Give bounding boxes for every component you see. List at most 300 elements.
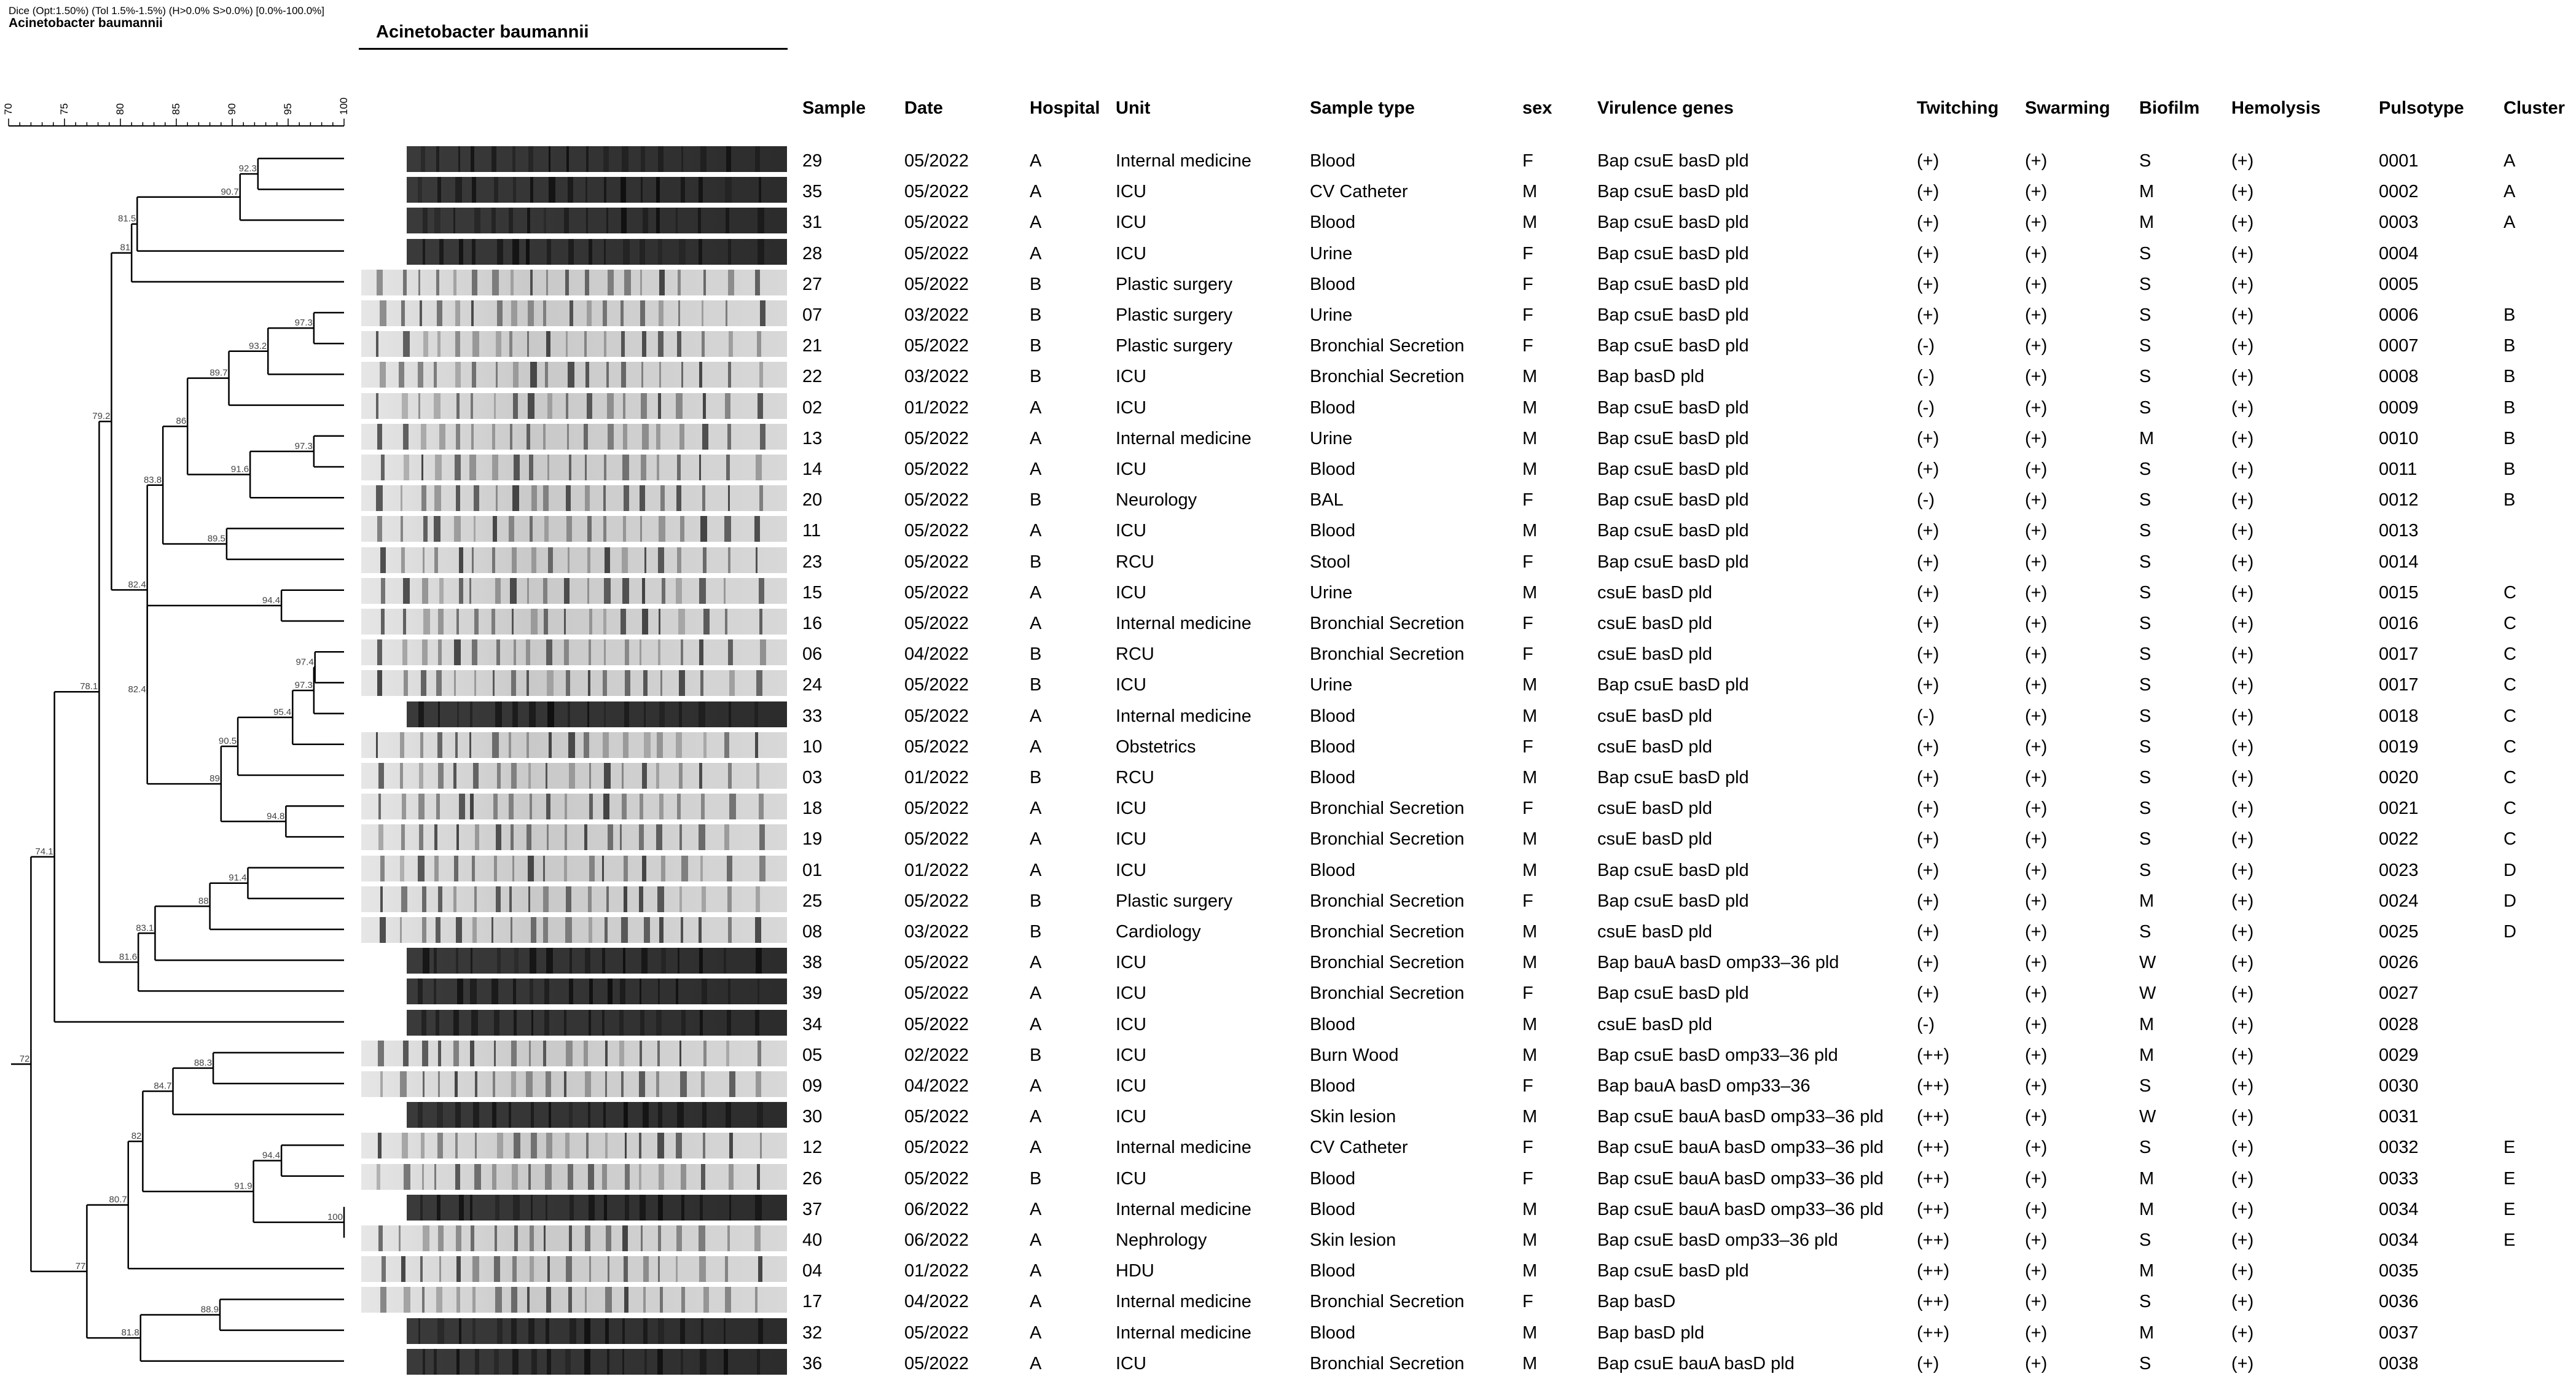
- column-header: Twitching: [1917, 98, 1999, 118]
- table-cell: 0025: [2379, 922, 2419, 942]
- table-cell: A: [1030, 428, 1042, 448]
- table-cell: 0029: [2379, 1045, 2419, 1065]
- table-cell: 05/2022: [904, 521, 969, 541]
- node-similarity-label: 91.9: [234, 1181, 253, 1192]
- table-cell: (++): [1917, 1261, 1950, 1281]
- table-cell: 03: [802, 768, 823, 787]
- table-cell: (-): [1917, 706, 1935, 726]
- table-row: [0, 269, 2576, 300]
- table-row: [0, 1318, 2576, 1348]
- table-row: [0, 978, 2576, 1009]
- table-cell: Plastic surgery: [1116, 891, 1233, 911]
- table-cell: (+): [1917, 552, 1940, 572]
- table-cell: A: [1030, 1107, 1042, 1127]
- table-cell: Bap csuE basD pld: [1597, 552, 1749, 572]
- table-cell: 0037: [2379, 1322, 2419, 1343]
- table-cell: Bap csuE basD pld: [1597, 521, 1749, 541]
- table-cell: C: [2504, 706, 2516, 726]
- table-cell: 05/2022: [904, 552, 969, 572]
- analysis-settings-note: Dice (Opt:1.50%) (Tol 1.5%-1.5%) (H>0.0% S>0.0%) [0.0%-100.0%]: [9, 5, 325, 17]
- table-cell: 19: [802, 829, 823, 850]
- table-cell: Burn Wood: [1310, 1045, 1399, 1065]
- column-header: Date: [904, 98, 943, 118]
- table-cell: (+): [2025, 1261, 2048, 1281]
- table-cell: A: [1030, 182, 1042, 202]
- table-cell: 03/2022: [904, 305, 969, 325]
- table-cell: Blood: [1310, 397, 1356, 418]
- table-cell: (+): [1917, 614, 1940, 633]
- table-cell: (+): [2025, 213, 2048, 233]
- table-cell: Cardiology: [1116, 922, 1201, 942]
- node-similarity-label: 89.5: [207, 533, 225, 544]
- table-cell: M: [2139, 182, 2155, 202]
- table-cell: C: [2504, 799, 2516, 819]
- table-cell: csuE basD pld: [1597, 644, 1712, 665]
- node-similarity-label: 72: [19, 1053, 30, 1065]
- node-similarity-label: 81.6: [119, 951, 138, 963]
- table-cell: Bap basD pld: [1597, 1322, 1705, 1343]
- table-cell: A: [1030, 1199, 1042, 1219]
- table-cell: (+): [2025, 768, 2048, 787]
- table-cell: A: [1030, 1230, 1042, 1250]
- table-row: [0, 515, 2576, 546]
- table-cell: Bronchial Secretion: [1310, 1353, 1465, 1373]
- table-cell: Urine: [1310, 428, 1353, 448]
- table-cell: (+): [1917, 860, 1940, 880]
- table-cell: ICU: [1116, 1045, 1146, 1065]
- table-cell: 0001: [2379, 151, 2419, 171]
- table-cell: (+): [2025, 922, 2048, 942]
- table-cell: M: [1522, 367, 1538, 387]
- table-cell: 13: [802, 428, 823, 448]
- table-cell: Bap csuE basD pld: [1597, 490, 1749, 510]
- table-cell: C: [2504, 829, 2516, 850]
- table-cell: Bap csuE bauA basD omp33–36 pld: [1597, 1168, 1884, 1189]
- scale-tick-label: 90: [226, 103, 238, 115]
- node-similarity-label: 90.7: [221, 186, 239, 197]
- table-row: [0, 176, 2576, 207]
- table-row: [0, 1348, 2576, 1379]
- table-cell: (+): [2025, 675, 2048, 695]
- table-cell: (+): [2025, 1353, 2048, 1373]
- dendrogram-title: Acinetobacter baumannii: [9, 16, 163, 30]
- table-cell: 0004: [2379, 243, 2419, 264]
- table-cell: (+): [1917, 582, 1940, 603]
- table-cell: (+): [2025, 552, 2048, 572]
- table-cell: B: [2504, 336, 2516, 356]
- table-cell: S: [2139, 1292, 2151, 1312]
- table-cell: A: [1030, 736, 1042, 757]
- table-row: [0, 393, 2576, 423]
- table-cell: 0027: [2379, 983, 2419, 1004]
- table-cell: F: [1522, 490, 1533, 510]
- table-cell: W: [2139, 983, 2156, 1004]
- table-cell: Bap csuE basD pld: [1597, 1261, 1749, 1281]
- table-cell: W: [2139, 953, 2156, 973]
- table-cell: BAL: [1310, 490, 1344, 510]
- table-cell: (+): [2231, 675, 2254, 695]
- table-cell: Plastic surgery: [1116, 305, 1233, 325]
- table-cell: A: [1030, 397, 1042, 418]
- table-cell: 05/2022: [904, 490, 969, 510]
- table-row: [0, 916, 2576, 947]
- table-cell: Bap csuE basD pld: [1597, 274, 1749, 294]
- table-cell: S: [2139, 706, 2151, 726]
- table-cell: Blood: [1310, 521, 1356, 541]
- table-cell: M: [1522, 1353, 1538, 1373]
- table-cell: S: [2139, 736, 2151, 757]
- table-row: [0, 886, 2576, 916]
- table-cell: (+): [2231, 1353, 2254, 1373]
- table-cell: (+): [2025, 521, 2048, 541]
- table-cell: 0017: [2379, 675, 2419, 695]
- table-cell: Blood: [1310, 213, 1356, 233]
- table-cell: (+): [2231, 706, 2254, 726]
- table-cell: Bap basD pld: [1597, 367, 1705, 387]
- table-row: [0, 793, 2576, 824]
- table-cell: RCU: [1116, 552, 1154, 572]
- table-cell: 12: [802, 1138, 823, 1158]
- table-cell: (+): [2025, 614, 2048, 633]
- table-cell: (+): [2025, 644, 2048, 665]
- table-cell: (+): [2231, 1261, 2254, 1281]
- table-cell: 0019: [2379, 736, 2419, 757]
- table-cell: M: [2139, 1168, 2155, 1189]
- table-row: [0, 1225, 2576, 1256]
- table-cell: ICU: [1116, 799, 1146, 819]
- table-cell: B: [1030, 490, 1042, 510]
- table-cell: (+): [2025, 336, 2048, 356]
- table-cell: (+): [2025, 1322, 2048, 1343]
- table-cell: ICU: [1116, 675, 1146, 695]
- table-cell: Bronchial Secretion: [1310, 336, 1465, 356]
- column-header: Unit: [1116, 98, 1151, 118]
- table-cell: (+): [2231, 305, 2254, 325]
- table-cell: F: [1522, 336, 1533, 356]
- table-cell: B: [2504, 397, 2516, 418]
- table-cell: ICU: [1116, 860, 1146, 880]
- table-cell: (-): [1917, 1014, 1935, 1034]
- table-cell: Bronchial Secretion: [1310, 614, 1465, 633]
- table-cell: A: [1030, 151, 1042, 171]
- table-cell: 05/2022: [904, 675, 969, 695]
- table-cell: (+): [2231, 860, 2254, 880]
- table-cell: Bap csuE basD pld: [1597, 182, 1749, 202]
- table-cell: 0026: [2379, 953, 2419, 973]
- table-cell: (++): [1917, 1045, 1950, 1065]
- table-cell: 0008: [2379, 367, 2419, 387]
- table-cell: F: [1522, 644, 1533, 665]
- table-cell: 08: [802, 922, 823, 942]
- table-cell: M: [2139, 1014, 2155, 1034]
- table-cell: 02/2022: [904, 1045, 969, 1065]
- table-cell: (-): [1917, 490, 1935, 510]
- table-cell: Bap csuE basD pld: [1597, 459, 1749, 479]
- table-cell: A: [1030, 582, 1042, 603]
- table-cell: 06/2022: [904, 1199, 969, 1219]
- node-similarity-label: 89.7: [209, 367, 228, 378]
- table-cell: 0030: [2379, 1076, 2419, 1096]
- node-similarity-label: 88.3: [194, 1057, 213, 1068]
- table-cell: S: [2139, 829, 2151, 850]
- table-cell: 01/2022: [904, 1261, 969, 1281]
- table-row: [0, 1040, 2576, 1071]
- table-cell: F: [1522, 614, 1533, 633]
- table-cell: M: [1522, 829, 1538, 850]
- table-row: [0, 361, 2576, 392]
- node-similarity-label: 81.8: [121, 1327, 139, 1338]
- table-cell: ICU: [1116, 397, 1146, 418]
- table-cell: F: [1522, 983, 1533, 1004]
- table-cell: csuE basD pld: [1597, 799, 1712, 819]
- table-cell: 01/2022: [904, 860, 969, 880]
- table-cell: A: [1030, 860, 1042, 880]
- table-cell: B: [2504, 490, 2516, 510]
- table-cell: 18: [802, 799, 823, 819]
- table-cell: (+): [2231, 1045, 2254, 1065]
- table-row: [0, 762, 2576, 793]
- table-cell: Bap csuE basD pld: [1597, 983, 1749, 1004]
- table-cell: (+): [1917, 922, 1940, 942]
- table-cell: M: [1522, 1322, 1538, 1343]
- table-cell: csuE basD pld: [1597, 829, 1712, 850]
- table-cell: 05/2022: [904, 274, 969, 294]
- table-cell: A: [1030, 953, 1042, 973]
- column-header: Sample: [802, 98, 866, 118]
- node-similarity-label: 92.3: [238, 163, 257, 174]
- table-cell: A: [1030, 213, 1042, 233]
- table-cell: 32: [802, 1322, 823, 1343]
- table-cell: M: [2139, 1045, 2155, 1065]
- scale-tick-label: 95: [282, 103, 294, 115]
- table-cell: (+): [1917, 799, 1940, 819]
- table-cell: (+): [2025, 459, 2048, 479]
- table-cell: M: [1522, 1261, 1538, 1281]
- table-cell: Bap csuE basD pld: [1597, 243, 1749, 264]
- table-row: [0, 670, 2576, 700]
- table-cell: (+): [2025, 736, 2048, 757]
- table-cell: 30: [802, 1107, 823, 1127]
- table-cell: Blood: [1310, 1261, 1356, 1281]
- table-row: [0, 732, 2576, 762]
- table-cell: (+): [2231, 1199, 2254, 1219]
- table-cell: (+): [1917, 768, 1940, 787]
- table-cell: 23: [802, 552, 823, 572]
- table-cell: Blood: [1310, 151, 1356, 171]
- table-row: [0, 207, 2576, 238]
- column-header: Hospital: [1030, 98, 1100, 118]
- table-cell: (++): [1917, 1230, 1950, 1250]
- table-cell: M: [2139, 213, 2155, 233]
- table-cell: 38: [802, 953, 823, 973]
- table-cell: A: [2504, 182, 2516, 202]
- table-row: [0, 701, 2576, 732]
- node-similarity-label: 95.4: [273, 706, 292, 717]
- table-cell: (+): [2025, 1168, 2048, 1189]
- table-cell: ICU: [1116, 367, 1146, 387]
- table-cell: 05/2022: [904, 1322, 969, 1343]
- table-cell: ICU: [1116, 459, 1146, 479]
- table-cell: (+): [2025, 582, 2048, 603]
- node-similarity-label: 97.4: [296, 657, 314, 668]
- table-cell: 0017: [2379, 644, 2419, 665]
- table-cell: (+): [2025, 1076, 2048, 1096]
- table-cell: 05/2022: [904, 428, 969, 448]
- table-cell: 39: [802, 983, 823, 1004]
- table-cell: csuE basD pld: [1597, 1014, 1712, 1034]
- table-cell: 05/2022: [904, 243, 969, 264]
- table-cell: (+): [2025, 1230, 2048, 1250]
- table-cell: (+): [2025, 1045, 2048, 1065]
- table-cell: Blood: [1310, 274, 1356, 294]
- table-cell: F: [1522, 1292, 1533, 1312]
- table-cell: S: [2139, 1076, 2151, 1096]
- table-cell: A: [1030, 459, 1042, 479]
- table-cell: 05: [802, 1045, 823, 1065]
- table-cell: 05/2022: [904, 182, 969, 202]
- column-header: Sample type: [1310, 98, 1415, 118]
- table-cell: S: [2139, 582, 2151, 603]
- node-similarity-label: 77: [75, 1260, 86, 1272]
- table-cell: Plastic surgery: [1116, 336, 1233, 356]
- table-cell: 40: [802, 1230, 823, 1250]
- table-cell: Bap csuE basD pld: [1597, 305, 1749, 325]
- table-cell: F: [1522, 736, 1533, 757]
- table-cell: 03/2022: [904, 922, 969, 942]
- table-cell: ICU: [1116, 953, 1146, 973]
- table-cell: ICU: [1116, 829, 1146, 850]
- table-cell: M: [1522, 922, 1538, 942]
- table-row: [0, 146, 2576, 176]
- table-cell: (+): [2231, 213, 2254, 233]
- table-cell: (+): [1917, 151, 1940, 171]
- table-cell: A: [1030, 1076, 1042, 1096]
- table-cell: 05/2022: [904, 459, 969, 479]
- table-cell: S: [2139, 243, 2151, 264]
- table-cell: 11: [802, 521, 821, 541]
- table-cell: (+): [2231, 1230, 2254, 1250]
- table-cell: 0006: [2379, 305, 2419, 325]
- table-cell: S: [2139, 768, 2151, 787]
- table-cell: S: [2139, 305, 2151, 325]
- table-cell: 25: [802, 891, 823, 911]
- table-cell: 36: [802, 1353, 823, 1373]
- node-similarity-label: 83.8: [143, 474, 162, 485]
- table-cell: S: [2139, 274, 2151, 294]
- table-cell: M: [2139, 1261, 2155, 1281]
- table-cell: M: [1522, 953, 1538, 973]
- table-cell: 15: [802, 582, 823, 603]
- column-header: sex: [1522, 98, 1552, 118]
- table-cell: Bap bauA basD omp33–36 pld: [1597, 953, 1839, 973]
- table-cell: ICU: [1116, 1353, 1146, 1373]
- table-cell: (-): [1917, 336, 1935, 356]
- table-cell: B: [2504, 459, 2516, 479]
- table-cell: 0002: [2379, 182, 2419, 202]
- column-header: Swarming: [2025, 98, 2110, 118]
- table-cell: M: [2139, 1322, 2155, 1343]
- table-cell: 04/2022: [904, 1076, 969, 1096]
- table-cell: (+): [1917, 644, 1940, 665]
- table-cell: (+): [2231, 336, 2254, 356]
- table-cell: (+): [2231, 243, 2254, 264]
- table-cell: (+): [2025, 397, 2048, 418]
- table-cell: Urine: [1310, 675, 1353, 695]
- node-similarity-label: 74.1: [35, 846, 53, 857]
- table-cell: B: [2504, 305, 2516, 325]
- table-cell: ICU: [1116, 582, 1146, 603]
- table-cell: 04/2022: [904, 644, 969, 665]
- node-similarity-label: 100: [327, 1211, 343, 1222]
- table-cell: Blood: [1310, 768, 1356, 787]
- table-cell: (+): [2025, 151, 2048, 171]
- table-cell: M: [1522, 1107, 1538, 1127]
- table-cell: Bap csuE basD pld: [1597, 891, 1749, 911]
- table-cell: 05/2022: [904, 1168, 969, 1189]
- table-cell: Blood: [1310, 1076, 1356, 1096]
- table-cell: Blood: [1310, 1199, 1356, 1219]
- table-cell: (+): [2231, 1138, 2254, 1158]
- table-cell: A: [2504, 151, 2516, 171]
- table-cell: (+): [2231, 1292, 2254, 1312]
- table-cell: Blood: [1310, 459, 1356, 479]
- table-cell: (+): [2025, 1138, 2048, 1158]
- table-cell: M: [1522, 1199, 1538, 1219]
- table-cell: 01/2022: [904, 768, 969, 787]
- table-cell: 0023: [2379, 860, 2419, 880]
- table-cell: Urine: [1310, 243, 1353, 264]
- table-cell: Bronchial Secretion: [1310, 644, 1465, 665]
- table-cell: Bronchial Secretion: [1310, 953, 1465, 973]
- table-cell: (+): [2025, 1199, 2048, 1219]
- table-row: [0, 608, 2576, 639]
- table-cell: Bronchial Secretion: [1310, 1292, 1465, 1312]
- node-similarity-label: 79.2: [92, 411, 111, 422]
- table-cell: 05/2022: [904, 706, 969, 726]
- table-cell: 0033: [2379, 1168, 2419, 1189]
- table-cell: 0014: [2379, 552, 2419, 572]
- table-cell: 20: [802, 490, 823, 510]
- table-cell: A: [2504, 213, 2516, 233]
- table-cell: (+): [2231, 582, 2254, 603]
- table-cell: D: [2504, 860, 2516, 880]
- table-cell: Bap bauA basD omp33–36: [1597, 1076, 1811, 1096]
- table-cell: E: [2504, 1230, 2516, 1250]
- table-cell: Bronchial Secretion: [1310, 922, 1465, 942]
- table-cell: A: [1030, 1353, 1042, 1373]
- table-cell: S: [2139, 367, 2151, 387]
- table-cell: 0011: [2379, 459, 2417, 479]
- table-cell: S: [2139, 336, 2151, 356]
- table-cell: 06/2022: [904, 1230, 969, 1250]
- gel-lanes-title: Acinetobacter baumannii: [376, 22, 589, 42]
- table-cell: (+): [2231, 1014, 2254, 1034]
- table-cell: B: [1030, 305, 1042, 325]
- table-cell: (+): [2231, 1107, 2254, 1127]
- table-cell: 05/2022: [904, 1107, 969, 1127]
- table-cell: 07: [802, 305, 823, 325]
- table-cell: Blood: [1310, 1168, 1356, 1189]
- column-header: Hemolysis: [2231, 98, 2321, 118]
- table-cell: (+): [1917, 305, 1940, 325]
- table-cell: 05/2022: [904, 829, 969, 850]
- table-cell: 01/2022: [904, 397, 969, 418]
- table-cell: (++): [1917, 1076, 1950, 1096]
- table-cell: 05/2022: [904, 213, 969, 233]
- table-cell: (+): [2025, 367, 2048, 387]
- node-similarity-label: 94.4: [262, 595, 281, 606]
- table-cell: 16: [802, 614, 823, 633]
